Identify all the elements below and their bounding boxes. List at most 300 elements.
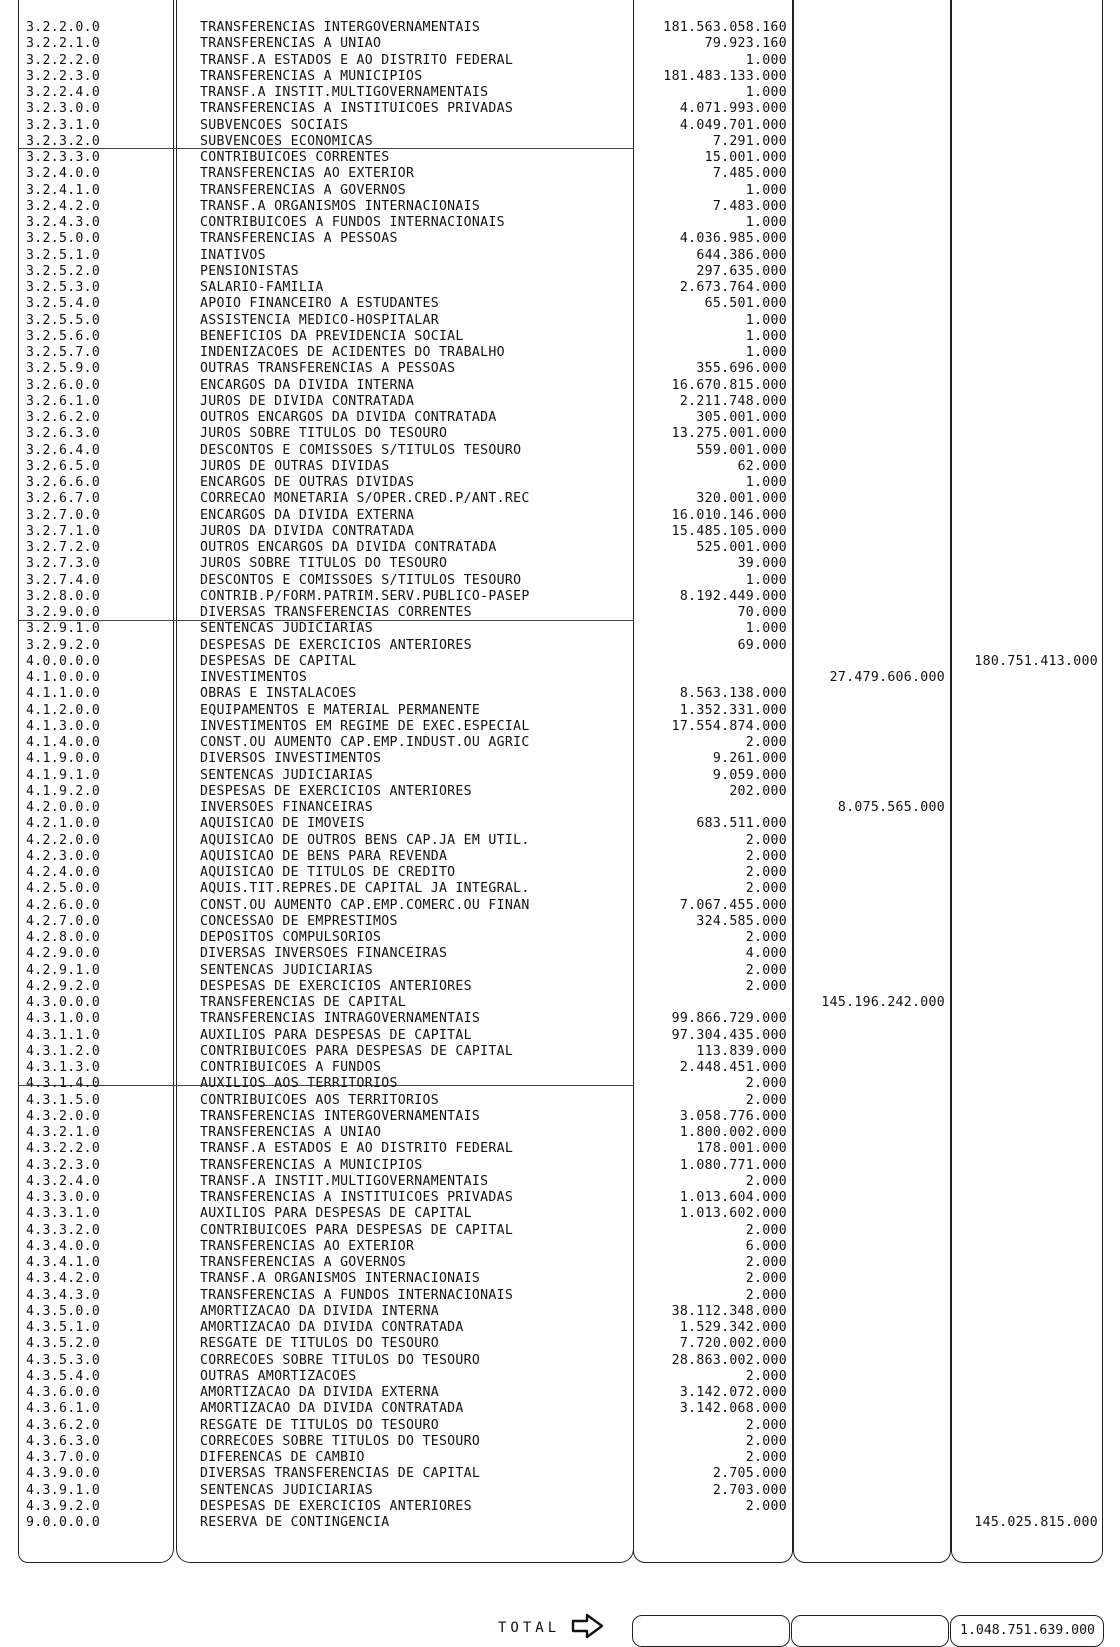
table-row [0, 1190, 1120, 1206]
account-description: OUTRAS TRANSFERENCIAS A PESSOAS [200, 361, 456, 377]
table-row [0, 751, 1120, 767]
account-code: 3.2.5.2.0 [26, 263, 101, 279]
account-code: 4.3.1.3.0 [26, 1060, 101, 1075]
account-code: 3.2.4.3.0 [26, 215, 101, 230]
account-code: 3.2.2.3.0 [26, 68, 101, 84]
item-value: 1.529.342.000 [679, 1320, 787, 1335]
account-code: 3.2.6.5.0 [26, 458, 101, 474]
table-row [0, 426, 1120, 442]
total-label: TOTAL [498, 1620, 561, 1636]
table-row [0, 443, 1120, 459]
account-code: 3.2.2.2.0 [26, 52, 101, 68]
table-row [0, 1271, 1120, 1287]
account-description: AQUISICAO DE OUTROS BENS CAP.JA EM UTIL. [200, 832, 530, 848]
item-value: 6.000 [745, 1238, 787, 1254]
account-description: ENCARGOS DE OUTRAS DIVIDAS [200, 475, 415, 490]
table-row [0, 1288, 1120, 1304]
account-code: 3.2.7.3.0 [26, 556, 101, 572]
table-row [0, 800, 1120, 816]
table-row [0, 1028, 1120, 1044]
table-row [0, 1483, 1120, 1499]
item-value: 2.000 [745, 978, 787, 994]
item-value: 305.001.000 [696, 410, 787, 425]
account-description: TRANSFERENCIAS A UNIAO [200, 36, 382, 52]
account-description: TRANSFERENCIAS INTRAGOVERNAMENTAIS [200, 1011, 481, 1027]
table-row [0, 1109, 1120, 1125]
table-row [0, 833, 1120, 849]
account-description: OUTROS ENCARGOS DA DIVIDA CONTRATADA [200, 410, 497, 425]
account-code: 4.3.4.0.0 [26, 1238, 101, 1254]
account-code: 3.2.4.0.0 [26, 166, 101, 182]
item-value: 2.000 [745, 881, 787, 897]
item-value: 2.000 [745, 865, 787, 880]
table-row [0, 995, 1120, 1011]
group-value: 8.075.565.000 [837, 800, 945, 815]
account-code: 4.2.4.0.0 [26, 865, 101, 880]
item-value: 525.001.000 [696, 540, 787, 555]
table-row [0, 784, 1120, 800]
item-value: 28.863.002.000 [671, 1352, 787, 1368]
table-row [0, 296, 1120, 312]
account-code: 4.3.9.2.0 [26, 1498, 101, 1514]
item-value: 1.000 [745, 85, 787, 100]
account-description: AQUISICAO DE TITULOS DE CREDITO [200, 865, 456, 880]
item-value: 2.673.764.000 [679, 280, 787, 295]
table-row [0, 881, 1120, 897]
account-description: AMORTIZACAO DA DIVIDA EXTERNA [200, 1385, 439, 1400]
item-value: 62.000 [737, 458, 787, 474]
account-code: 9.0.0.0.0 [26, 1515, 101, 1530]
account-description: TRANSFERENCIAS DE CAPITAL [200, 995, 406, 1010]
table-row [0, 849, 1120, 865]
account-code: 4.3.0.0.0 [26, 995, 101, 1010]
account-code: 4.3.3.2.0 [26, 1222, 101, 1238]
account-description: INVESTIMENTOS EM REGIME DE EXEC.ESPECIAL [200, 718, 530, 734]
table-row [0, 134, 1120, 150]
item-value: 2.703.000 [712, 1482, 787, 1498]
account-description: TRANSFERENCIAS A INSTITUICOES PRIVADAS [200, 101, 514, 117]
account-description: TRANSF.A ORGANISMOS INTERNACIONAIS [200, 1271, 481, 1287]
item-value: 70.000 [737, 605, 787, 620]
account-code: 3.2.2.0.0 [26, 20, 101, 35]
item-value: 181.483.133.000 [663, 68, 787, 84]
item-value: 2.000 [745, 1271, 787, 1287]
account-description: AQUISICAO DE IMOVEIS [200, 816, 365, 832]
account-code: 4.3.2.4.0 [26, 1173, 101, 1189]
group-value: 145.196.242.000 [821, 995, 945, 1010]
table-row [0, 1336, 1120, 1352]
account-description: AUXILIOS AOS TERRITORIOS [200, 1076, 398, 1092]
item-value: 7.291.000 [712, 133, 787, 149]
account-code: 4.3.9.1.0 [26, 1482, 101, 1498]
account-code: 3.2.7.0.0 [26, 507, 101, 523]
total-value-box [950, 1615, 1104, 1647]
table-row [0, 638, 1120, 654]
account-description: ENCARGOS DA DIVIDA INTERNA [200, 377, 415, 393]
item-value: 1.000 [745, 345, 787, 360]
account-code: 3.2.6.6.0 [26, 475, 101, 490]
right-arrow-icon [571, 1613, 605, 1639]
account-description: INATIVOS [200, 247, 266, 263]
table-row [0, 1060, 1120, 1076]
item-value: 17.554.874.000 [671, 718, 787, 734]
table-row [0, 1434, 1120, 1450]
account-description: CONTRIB.P/FORM.PATRIM.SERV.PUBLICO-PASEP [200, 588, 530, 604]
account-description: TRANSFERENCIAS A UNIAO [200, 1125, 382, 1140]
item-value: 2.000 [745, 1255, 787, 1270]
account-description: CORRECAO MONETARIA S/OPER.CRED.P/ANT.REC [200, 491, 530, 507]
item-value: 7.067.455.000 [679, 897, 787, 913]
table-row [0, 36, 1120, 52]
table-row [0, 605, 1120, 621]
account-description: TRANSFERENCIAS AO EXTERIOR [200, 1238, 415, 1254]
account-description: TRANSFERENCIAS A PESSOAS [200, 231, 398, 247]
account-description: CORRECOES SOBRE TITULOS DO TESOURO [200, 1433, 481, 1449]
table-row [0, 1385, 1120, 1401]
table-row [0, 313, 1120, 329]
account-description: CONTRIBUICOES AOS TERRITORIOS [200, 1092, 439, 1108]
item-value: 8.563.138.000 [679, 686, 787, 702]
account-code: 3.2.3.0.0 [26, 101, 101, 117]
table-row [0, 101, 1120, 117]
table-row [0, 215, 1120, 231]
account-code: 4.3.9.0.0 [26, 1466, 101, 1482]
account-code: 4.3.2.1.0 [26, 1125, 101, 1140]
account-description: AMORTIZACAO DA DIVIDA CONTRATADA [200, 1401, 464, 1417]
account-code: 4.1.4.0.0 [26, 735, 101, 750]
account-description: DESPESAS DE CAPITAL [200, 653, 357, 669]
account-code: 3.2.8.0.0 [26, 588, 101, 604]
item-value: 2.211.748.000 [679, 393, 787, 409]
account-code: 4.3.3.0.0 [26, 1190, 101, 1205]
account-description: CONTRIBUICOES PARA DESPESAS DE CAPITAL [200, 1043, 514, 1059]
account-description: TRANSFERENCIAS A FUNDOS INTERNACIONAIS [200, 1287, 514, 1303]
table-row [0, 1466, 1120, 1482]
account-code: 4.3.6.3.0 [26, 1433, 101, 1449]
item-value: 355.696.000 [696, 361, 787, 377]
item-value: 99.866.729.000 [671, 1011, 787, 1027]
account-code: 4.3.5.3.0 [26, 1352, 101, 1368]
table-row [0, 199, 1120, 215]
item-value: 16.670.815.000 [671, 377, 787, 393]
account-description: DESPESAS DE EXERCICIOS ANTERIORES [200, 637, 472, 653]
account-code: 4.3.5.4.0 [26, 1368, 101, 1384]
item-value: 2.000 [745, 1092, 787, 1108]
item-value: 3.142.072.000 [679, 1385, 787, 1400]
account-description: SUBVENCOES SOCIAIS [200, 117, 349, 133]
account-description: AQUISICAO DE BENS PARA REVENDA [200, 848, 448, 864]
account-code: 3.2.7.1.0 [26, 523, 101, 539]
account-code: 3.2.6.1.0 [26, 393, 101, 409]
table-row [0, 1450, 1120, 1466]
table-row [0, 264, 1120, 280]
account-code: 3.2.5.5.0 [26, 312, 101, 328]
account-code: 4.1.2.0.0 [26, 702, 101, 718]
account-code: 4.3.2.3.0 [26, 1157, 101, 1173]
account-code: 4.2.8.0.0 [26, 930, 101, 945]
account-code: 4.2.2.0.0 [26, 832, 101, 848]
table-row [0, 378, 1120, 394]
item-value: 2.000 [745, 1450, 787, 1465]
item-value: 1.000 [745, 52, 787, 68]
account-code: 3.2.9.0.0 [26, 605, 101, 620]
account-code: 4.1.9.1.0 [26, 767, 101, 783]
account-description: DEPOSITOS COMPULSORIOS [200, 930, 382, 945]
account-description: JUROS DE DIVIDA CONTRATADA [200, 393, 415, 409]
account-description: RESGATE DE TITULOS DO TESOURO [200, 1336, 439, 1352]
account-description: TRANSFERENCIAS A GOVERNOS [200, 182, 406, 198]
account-code: 4.3.1.1.0 [26, 1027, 101, 1043]
table-row [0, 1076, 1120, 1092]
account-description: CONST.OU AUMENTO CAP.EMP.INDUST.OU AGRIC [200, 735, 530, 750]
account-code: 3.2.4.1.0 [26, 182, 101, 198]
account-description: DESCONTOS E COMISSOES S/TITULOS TESOURO [200, 572, 522, 588]
item-value: 4.049.701.000 [679, 117, 787, 133]
account-description: BENEFICIOS DA PREVIDENCIA SOCIAL [200, 328, 464, 344]
table-row [0, 524, 1120, 540]
item-value: 2.000 [745, 848, 787, 864]
item-value: 16.010.146.000 [671, 507, 787, 523]
table-row [0, 719, 1120, 735]
account-code: 3.2.7.2.0 [26, 540, 101, 555]
account-code: 3.2.6.3.0 [26, 426, 101, 442]
account-code: 4.3.4.3.0 [26, 1287, 101, 1303]
account-code: 4.3.6.2.0 [26, 1417, 101, 1433]
account-code: 3.2.7.4.0 [26, 572, 101, 588]
account-description: SALARIO-FAMILIA [200, 280, 324, 295]
item-value: 2.448.451.000 [679, 1060, 787, 1075]
account-description: CONTRIBUICOES CORRENTES [200, 150, 390, 165]
table-row [0, 816, 1120, 832]
account-code: 4.3.6.1.0 [26, 1401, 101, 1417]
item-value: 13.275.001.000 [671, 426, 787, 442]
account-code: 4.2.3.0.0 [26, 848, 101, 864]
account-description: TRANSF.A ESTADOS E AO DISTRITO FEDERAL [200, 1141, 514, 1157]
account-code: 4.1.3.0.0 [26, 718, 101, 734]
account-code: 4.3.1.4.0 [26, 1076, 101, 1092]
item-value: 2.000 [745, 1368, 787, 1384]
category-value: 145.025.815.000 [974, 1515, 1098, 1530]
item-value: 4.071.993.000 [679, 101, 787, 117]
item-value: 2.000 [745, 832, 787, 848]
table-row [0, 1320, 1120, 1336]
item-value: 1.000 [745, 621, 787, 637]
account-description: AUXILIOS PARA DESPESAS DE CAPITAL [200, 1206, 472, 1222]
table-row [0, 930, 1120, 946]
account-description: SENTENCAS JUDICIARIAS [200, 1482, 374, 1498]
item-value: 65.501.000 [704, 296, 787, 312]
account-description: TRANSFERENCIAS INTERGOVERNAMENTAIS [200, 20, 481, 35]
account-code: 4.2.0.0.0 [26, 800, 101, 815]
table-row [0, 1418, 1120, 1434]
account-code: 4.3.1.5.0 [26, 1092, 101, 1108]
account-description: INVESTIMENTOS [200, 670, 308, 685]
account-code: 4.2.9.1.0 [26, 962, 101, 978]
account-code: 4.1.0.0.0 [26, 670, 101, 685]
table-row [0, 85, 1120, 101]
account-code: 3.2.5.0.0 [26, 231, 101, 247]
account-description: TRANSFERENCIAS INTERGOVERNAMENTAIS [200, 1108, 481, 1124]
table-row [0, 1401, 1120, 1417]
account-description: OUTRAS AMORTIZACOES [200, 1368, 357, 1384]
table-row [0, 589, 1120, 605]
table-row [0, 865, 1120, 881]
account-code: 4.0.0.0.0 [26, 653, 101, 669]
table-row [0, 475, 1120, 491]
item-value: 1.800.002.000 [679, 1125, 787, 1140]
account-code: 3.2.3.1.0 [26, 117, 101, 133]
item-value: 181.563.058.160 [663, 20, 787, 35]
item-value: 297.635.000 [696, 263, 787, 279]
item-value: 1.000 [745, 328, 787, 344]
table-row [0, 1499, 1120, 1515]
table-row [0, 979, 1120, 995]
table-row [0, 946, 1120, 962]
account-code: 4.3.1.0.0 [26, 1011, 101, 1027]
account-code: 4.2.9.0.0 [26, 946, 101, 962]
item-value: 7.485.000 [712, 166, 787, 182]
item-value: 1.000 [745, 475, 787, 490]
item-value: 3.142.068.000 [679, 1401, 787, 1417]
item-value: 9.059.000 [712, 767, 787, 783]
table-row [0, 508, 1120, 524]
table-row [0, 1044, 1120, 1060]
account-description: DIVERSAS INVERSOES FINANCEIRAS [200, 946, 448, 962]
table-row [0, 1011, 1120, 1027]
account-description: RESGATE DE TITULOS DO TESOURO [200, 1417, 439, 1433]
account-code: 4.1.9.2.0 [26, 783, 101, 799]
table-row [0, 150, 1120, 166]
account-description: AUXILIOS PARA DESPESAS DE CAPITAL [200, 1027, 472, 1043]
account-description: JUROS SOBRE TITULOS DO TESOURO [200, 556, 448, 572]
account-code: 3.2.5.1.0 [26, 247, 101, 263]
account-code: 3.2.6.4.0 [26, 442, 101, 458]
table-row [0, 768, 1120, 784]
account-description: AMORTIZACAO DA DIVIDA CONTRATADA [200, 1320, 464, 1335]
item-value: 559.001.000 [696, 442, 787, 458]
table-row [0, 1515, 1120, 1531]
total-group-value-box [791, 1615, 949, 1647]
table-row [0, 703, 1120, 719]
table-row [0, 361, 1120, 377]
table-row [0, 556, 1120, 572]
account-description: ASSISTENCIA MEDICO-HOSPITALAR [200, 312, 439, 328]
item-value: 7.483.000 [712, 198, 787, 214]
account-description: JUROS SOBRE TITULOS DO TESOURO [200, 426, 448, 442]
account-description: INDENIZACOES DE ACIDENTES DO TRABALHO [200, 345, 505, 360]
account-description: ENCARGOS DA DIVIDA EXTERNA [200, 507, 415, 523]
table-row [0, 1093, 1120, 1109]
account-description: DESPESAS DE EXERCICIOS ANTERIORES [200, 783, 472, 799]
table-row [0, 329, 1120, 345]
account-code: 3.2.5.4.0 [26, 296, 101, 312]
table-row [0, 1174, 1120, 1190]
item-value: 2.000 [745, 930, 787, 945]
table-row [0, 1369, 1120, 1385]
item-value: 8.192.449.000 [679, 588, 787, 604]
account-description: RESERVA DE CONTINGENCIA [200, 1515, 390, 1530]
account-code: 4.3.5.0.0 [26, 1303, 101, 1319]
account-description: CONTRIBUICOES A FUNDOS INTERNACIONAIS [200, 215, 505, 230]
table-row [0, 491, 1120, 507]
account-description: DIFERENCAS DE CAMBIO [200, 1450, 365, 1465]
account-description: SUBVENCOES ECONOMICAS [200, 133, 374, 149]
item-value: 1.000 [745, 215, 787, 230]
account-description: OBRAS E INSTALACOES [200, 686, 357, 702]
table-row [0, 280, 1120, 296]
item-value: 2.000 [745, 1417, 787, 1433]
account-code: 3.2.9.2.0 [26, 637, 101, 653]
account-description: TRANSF.A ESTADOS E AO DISTRITO FEDERAL [200, 52, 514, 68]
account-description: CONTRIBUICOES PARA DESPESAS DE CAPITAL [200, 1222, 514, 1238]
account-description: DIVERSAS TRANSFERENCIAS DE CAPITAL [200, 1466, 481, 1482]
item-value: 113.839.000 [696, 1043, 787, 1059]
table-row [0, 1304, 1120, 1320]
table-row [0, 1158, 1120, 1174]
item-value: 1.000 [745, 182, 787, 198]
item-value: 1.352.331.000 [679, 702, 787, 718]
account-description: EQUIPAMENTOS E MATERIAL PERMANENTE [200, 702, 481, 718]
item-value: 1.080.771.000 [679, 1157, 787, 1173]
item-value: 97.304.435.000 [671, 1027, 787, 1043]
account-code: 4.3.4.1.0 [26, 1255, 101, 1270]
account-description: AMORTIZACAO DA DIVIDA INTERNA [200, 1303, 439, 1319]
account-description: DESPESAS DE EXERCICIOS ANTERIORES [200, 978, 472, 994]
account-code: 4.3.2.0.0 [26, 1108, 101, 1124]
item-value: 683.511.000 [696, 816, 787, 832]
account-code: 4.3.2.2.0 [26, 1141, 101, 1157]
account-code: 3.2.5.6.0 [26, 328, 101, 344]
table-row [0, 345, 1120, 361]
table-row [0, 914, 1120, 930]
account-code: 3.2.3.3.0 [26, 150, 101, 165]
account-description: JUROS DE OUTRAS DIVIDAS [200, 458, 390, 474]
account-description: TRANSFERENCIAS A INSTITUICOES PRIVADAS [200, 1190, 514, 1205]
account-code: 3.2.3.2.0 [26, 133, 101, 149]
table-row [0, 654, 1120, 670]
table-row [0, 1239, 1120, 1255]
total-value: 1.048.751.639.000 [960, 1623, 1095, 1638]
account-description: CORRECOES SOBRE TITULOS DO TESOURO [200, 1352, 481, 1368]
account-code: 3.2.2.1.0 [26, 36, 101, 52]
account-code: 3.2.2.4.0 [26, 85, 101, 100]
item-value: 644.386.000 [696, 247, 787, 263]
table-row [0, 1125, 1120, 1141]
account-description: CONTRIBUICOES A FUNDOS [200, 1060, 382, 1075]
total-item-value-box [632, 1615, 790, 1647]
account-description: TRANSFERENCIAS AO EXTERIOR [200, 166, 415, 182]
account-description: CONST.OU AUMENTO CAP.EMP.COMERC.OU FINAN [200, 897, 530, 913]
table-row [0, 459, 1120, 475]
item-value: 202.000 [729, 783, 787, 799]
item-value: 1.013.602.000 [679, 1206, 787, 1222]
account-code: 4.2.1.0.0 [26, 816, 101, 832]
item-value: 69.000 [737, 637, 787, 653]
item-value: 2.705.000 [712, 1466, 787, 1482]
category-value: 180.751.413.000 [974, 653, 1098, 669]
account-description: DIVERSOS INVESTIMENTOS [200, 751, 382, 767]
table-row [0, 1255, 1120, 1271]
account-description: INVERSOES FINANCEIRAS [200, 800, 374, 815]
table-row [0, 410, 1120, 426]
item-value: 15.001.000 [704, 150, 787, 165]
item-value: 38.112.348.000 [671, 1303, 787, 1319]
table-row [0, 963, 1120, 979]
account-code: 3.2.5.3.0 [26, 280, 101, 295]
table-row [0, 898, 1120, 914]
account-description: SENTENCAS JUDICIARIAS [200, 767, 374, 783]
account-code: 4.3.1.2.0 [26, 1043, 101, 1059]
